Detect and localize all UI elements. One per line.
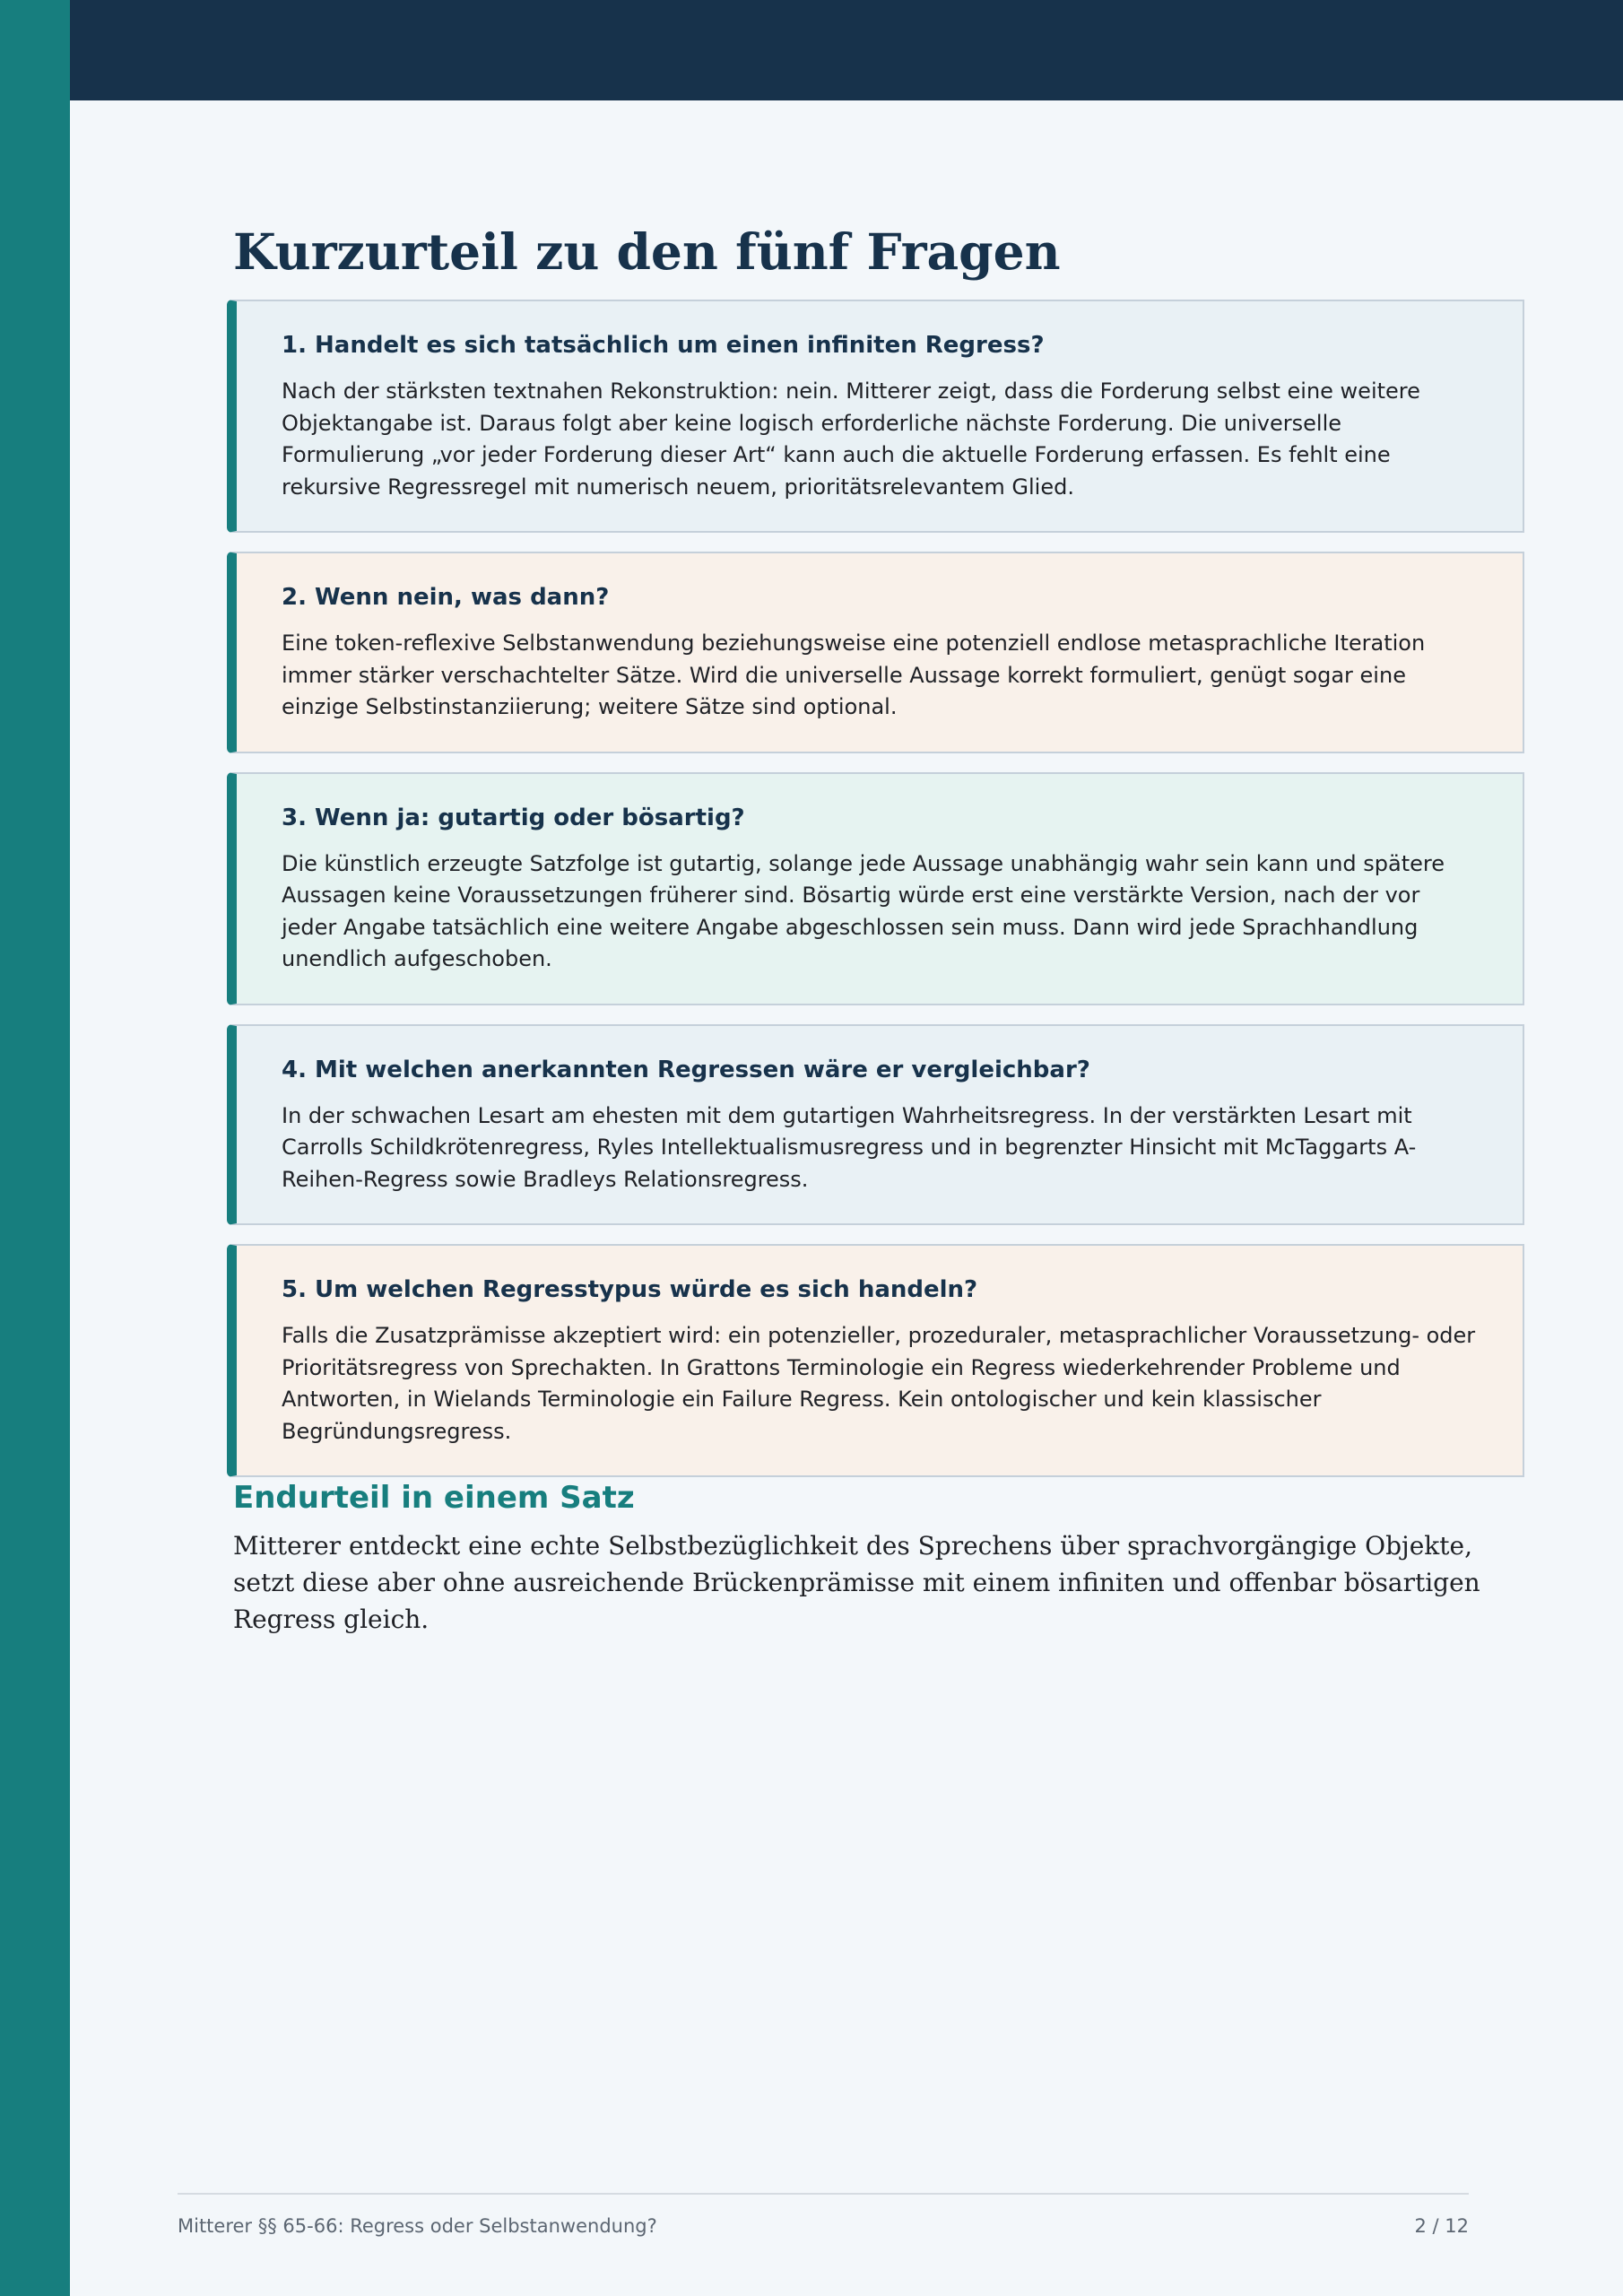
verdict-text: Mitterer entdeckt eine echte Selbstbezüglichkeit des Sprechens über sprachvorgängige Objekte, setzt diese aber ohne ausreichende Brückenprämisse mit einem infiniten und offenbar bösartigen Regress gleich.	[233, 1531, 1480, 1634]
question-card-1	[227, 300, 1524, 533]
footer-divider	[178, 2193, 1469, 2195]
page-number: 2 / 12	[1414, 2215, 1469, 2237]
question-answer: Eine token-reflexive Selbstanwendung beziehungsweise eine potenziell endlose metasprachliche Iteration immer stärker verschachtelter Sätze. Wird die universelle Aussage korrekt formuliert, genügt sogar eine einzige Selbstinstanziierung; weitere Sätze sind optional.	[282, 631, 1426, 719]
question-heading: 4. Mit welchen anerkannten Regressen wäre er vergleichbar?	[282, 1056, 1090, 1083]
question-heading: 2. Wenn nein, was dann?	[282, 584, 610, 611]
question-card-5	[227, 1244, 1524, 1477]
question-answer: Die künstlich erzeugte Satzfolge ist gutartig, solange jede Aussage unabhängig wahr sein kann und spätere Aussagen keine Voraussetzungen früherer sind. Bösartig würde erst eine verstärkte Version, nach der vor jeder Angabe tatsächlich eine weitere Angabe abgeschlossen sein muss. Dann wird jede Sprachhandlung unendlich aufgeschoben.	[282, 850, 1445, 971]
question-answer: Nach der stärksten textnahen Rekonstruktion: nein. Mitterer zeigt, dass die Forderung selbst eine weitere Objektangabe ist. Daraus folgt aber keine logisch erforderliche nächste Forderung. Die universelle Formulierung „vor jeder Forderung dieser Art“ kann auch die aktuelle Forderung erfassen. Es fehlt eine rekursive Regressregel mit numerisch neuem, prioritätsrelevantem Glied.	[282, 378, 1420, 500]
question-list	[227, 300, 1524, 1496]
question-answer: Falls die Zusatzprämisse akzeptiert wird: ein potenzieller, prozeduraler, metasprachlicher Voraussetzung- oder Prioritätsregress von Sprechakten. In Grattons Terminologie ein Regress wiederkehrender Probleme und Antworten, in Wielands Terminologie ein Failure Regress. Kein ontologischer und kein klassischer Begründungsregress.	[282, 1323, 1476, 1444]
question-card-2	[227, 552, 1524, 753]
question-heading: 1. Handelt es sich tatsächlich um einen infiniten Regress?	[282, 332, 1045, 359]
verdict-heading: Endurteil in einem Satz	[233, 1480, 635, 1516]
question-card-4	[227, 1024, 1524, 1226]
left-accent-band	[0, 0, 70, 2296]
question-heading: 3. Wenn ja: gutartig oder bösartig?	[282, 804, 745, 831]
page-title: Kurzurteil zu den fünf Fragen	[233, 222, 1061, 281]
footer-title: Mitterer §§ 65-66: Regress oder Selbstanwendung?	[178, 2215, 657, 2237]
question-card-3	[227, 772, 1524, 1005]
header-band	[70, 0, 1623, 100]
question-answer: In der schwachen Lesart am ehesten mit dem gutartigen Wahrheitsregress. In der verstärkten Lesart mit Carrolls Schildkrötenregress, Ryles Intellektualismusregress und in begrenzter Hinsicht mit McTaggarts A-Reihen-Regress sowie Bradleys Relationsregress.	[282, 1102, 1417, 1192]
question-heading: 5. Um welchen Regresstypus würde es sich handeln?	[282, 1276, 978, 1303]
